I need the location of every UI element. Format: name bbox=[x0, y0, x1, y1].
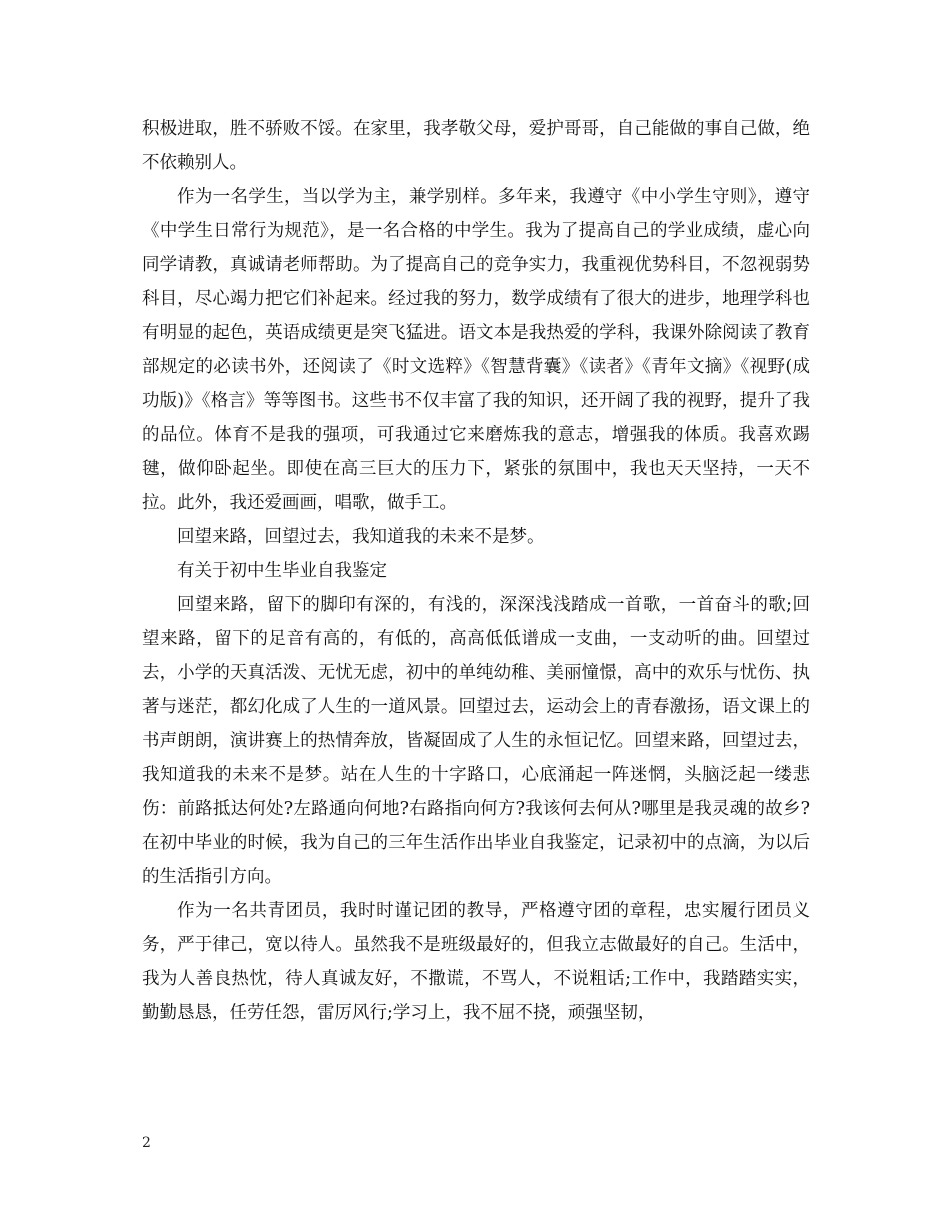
section-heading: 有关于初中生毕业自我鉴定 bbox=[177, 561, 387, 581]
paragraph: 回望来路，留下的脚印有深的，有浅的，深深浅浅踏成一首歌，一首奋斗的歌;回望来路，留下的足音有高的，有低的，高高低低谱成一支曲，一支动听的曲。回望过去，小学的天真活泼、无忧无虑，初中的单纯幼稚、美丽憧憬，高中的欢乐与忧伤、执著与迷茫，都幻化成了人生的一道风景。回望过去，运动会上的青春激扬，语文课上的书声朗朗，演讲赛上的热情奔放，皆凝固成了人生的永恒记忆。回望来路，回望过去，我知道我的未来不是梦。站在人生的十字路口，心底涌起一阵迷惘，头脑泛起一缕悲伤：前路抵达何处?左路通向何地?右路指向何方?我该何去何从?哪里是我灵魂的故乡?在初中毕业的时候，我为自己的三年生活作出毕业自我鉴定，记录初中的点滴，为以后的生活指引方向。 bbox=[142, 595, 810, 887]
page-number: 2 bbox=[142, 1135, 151, 1151]
paragraph: 积极进取，胜不骄败不馁。在家里，我孝敬父母，爱护哥哥，自己能做的事自己做，绝不依赖别人。 bbox=[142, 119, 810, 173]
paragraph: 作为一名共青团员，我时时谨记团的教导，严格遵守团的章程，忠实履行团员义务，严于律己，宽以待人。虽然我不是班级最好的，但我立志做最好的自己。生活中，我为人善良热忱，待人真诚友好，不撒谎，不骂人，不说粗话;工作中，我踏踏实实，勤勤恳恳，任劳任怨，雷厉风行;学习上，我不屈不挠，顽强坚韧， bbox=[142, 901, 810, 1023]
paragraph: 回望来路，回望过去，我知道我的未来不是梦。 bbox=[177, 527, 545, 547]
paragraph: 作为一名学生，当以学为主，兼学别样。多年来，我遵守《中小学生守则》，遵守《中学生日常行为规范》，是一名合格的中学生。我为了提高自己的学业成绩，虚心向同学请教，真诚请老师帮助。为了提高自己的竞争实力，我重视优势科目，不忽视弱势科目，尽心竭力把它们补起来。经过我的努力，数学成绩有了很大的进步，地理学科也有明显的起色，英语成绩更是突飞猛进。语文本是我热爱的学科，我课外除阅读了教育部规定的必读书外，还阅读了《时文选粹》《智慧背囊》《读者》《青年文摘》《视野(成功版)》《格言》等等图书。这些书不仅丰富了我的知识，还开阔了我的视野，提升了我的品位。体育不是我的强项，可我通过它来磨炼我的意志，增强我的体质。我喜欢踢毽，做仰卧起坐。即使在高三巨大的压力下，紧张的氛围中，我也天天坚持，一天不拉。此外，我还爱画画，唱歌，做手工。 bbox=[142, 187, 810, 513]
document-body bbox=[142, 112, 810, 1030]
